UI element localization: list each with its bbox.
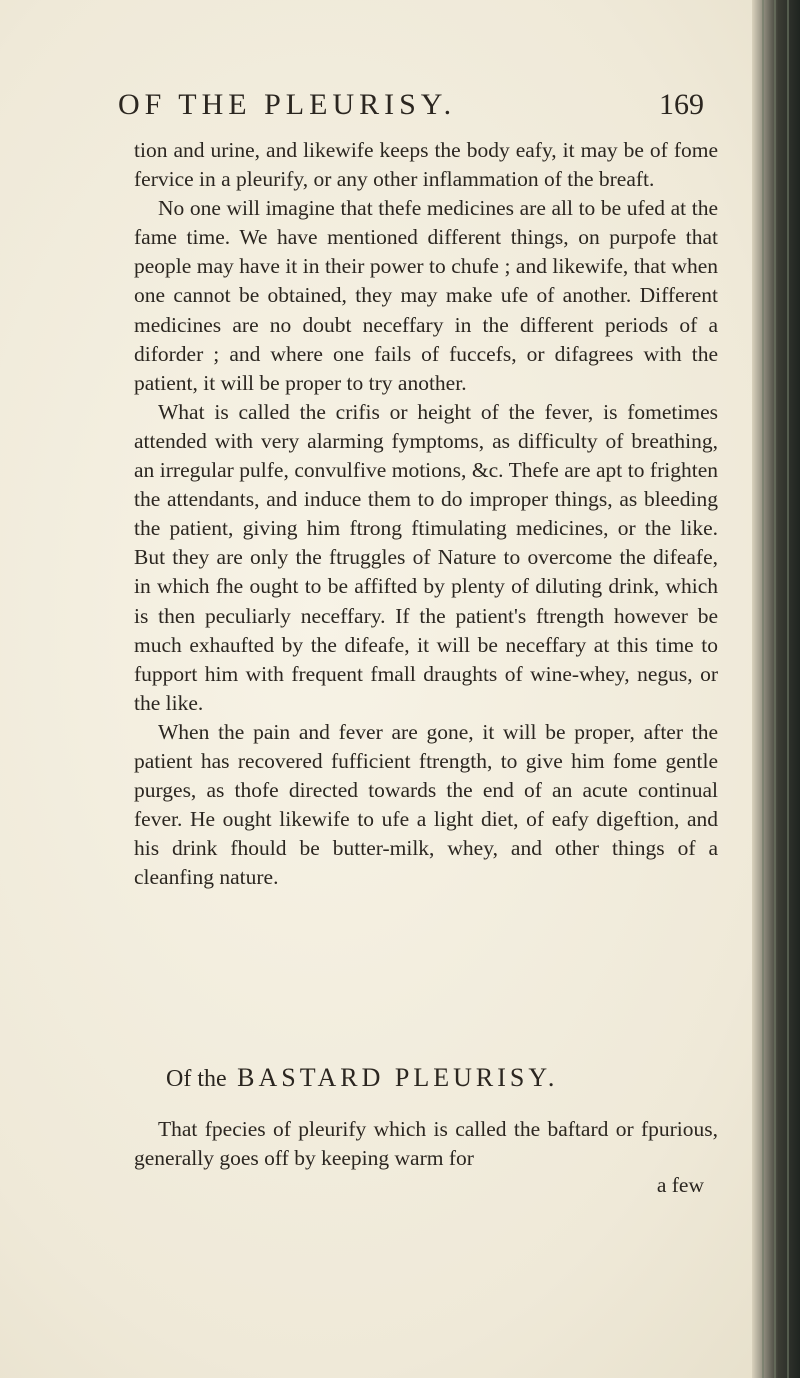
page-number: 169: [659, 88, 704, 121]
section-heading-prefix: Of the: [166, 1066, 227, 1092]
body-text: [134, 136, 718, 892]
book-gutter-edge: [752, 0, 800, 1378]
gutter-stripe: [762, 0, 764, 1378]
gutter-stripe: [787, 0, 789, 1378]
paragraph: What is called the crifis or height of the fever, is fometimes attended with very alarming fymptoms, as difficulty of breathing, an irregular pulfe, convulfive motions, &c. Thefe are apt to frighten the attendants, and induce them to do improper things, as bleeding the patient, giving him ftrong ftimulating medicines, or the like. But they are only the ftruggles of Nature to overcome the difeafe, in which fhe ought to be affifted by plenty of diluting drink, which is then peculiarly neceffary. If the patient's ftrength however be much exhaufted by the difeafe, it will be neceffary at this time to fupport him with frequent fmall draughts of wine-whey, negus, or the like.: [134, 399, 718, 715]
paragraph: tion and urine, and likewife keeps the body eafy, it may be of fome fervice in a pleurify, or any other inflammation of the breaft.: [134, 138, 718, 192]
catchword: a few: [656, 1173, 704, 1197]
running-head: [118, 88, 718, 128]
paragraph: No one will imagine that thefe medicines are all to be ufed at the fame time. We have mentioned different things, on purpofe that people may have it in their power to chufe ; and likewife, that when one cannot be obtained, they may make ufe of another. Different medicines are no doubt neceffary in the different periods of a diforder ; and where one fails of fuccefs, or difagrees with the patient, it will be proper to try another.: [134, 196, 718, 395]
section-paragraph: That fpecies of pleurify which is called the baftard or fpurious, generally goes off by keeping warm for: [134, 1117, 718, 1171]
paragraph: When the pain and fever are gone, it will be proper, after the patient has recovered fufficient ftrength, to give him fome gentle purges, as thofe directed towards the end of an acute continual fever. He ought likewife to ufe a light diet, of eafy digeftion, and his drink fhould be butter-milk, whey, and other things of a cleanfing nature.: [134, 719, 718, 890]
section-heading: [166, 1063, 558, 1093]
gutter-stripe: [774, 0, 776, 1378]
running-title: OF THE PLEURISY.: [118, 88, 457, 121]
section-heading-main: BASTARD PLEURISY.: [237, 1063, 559, 1092]
